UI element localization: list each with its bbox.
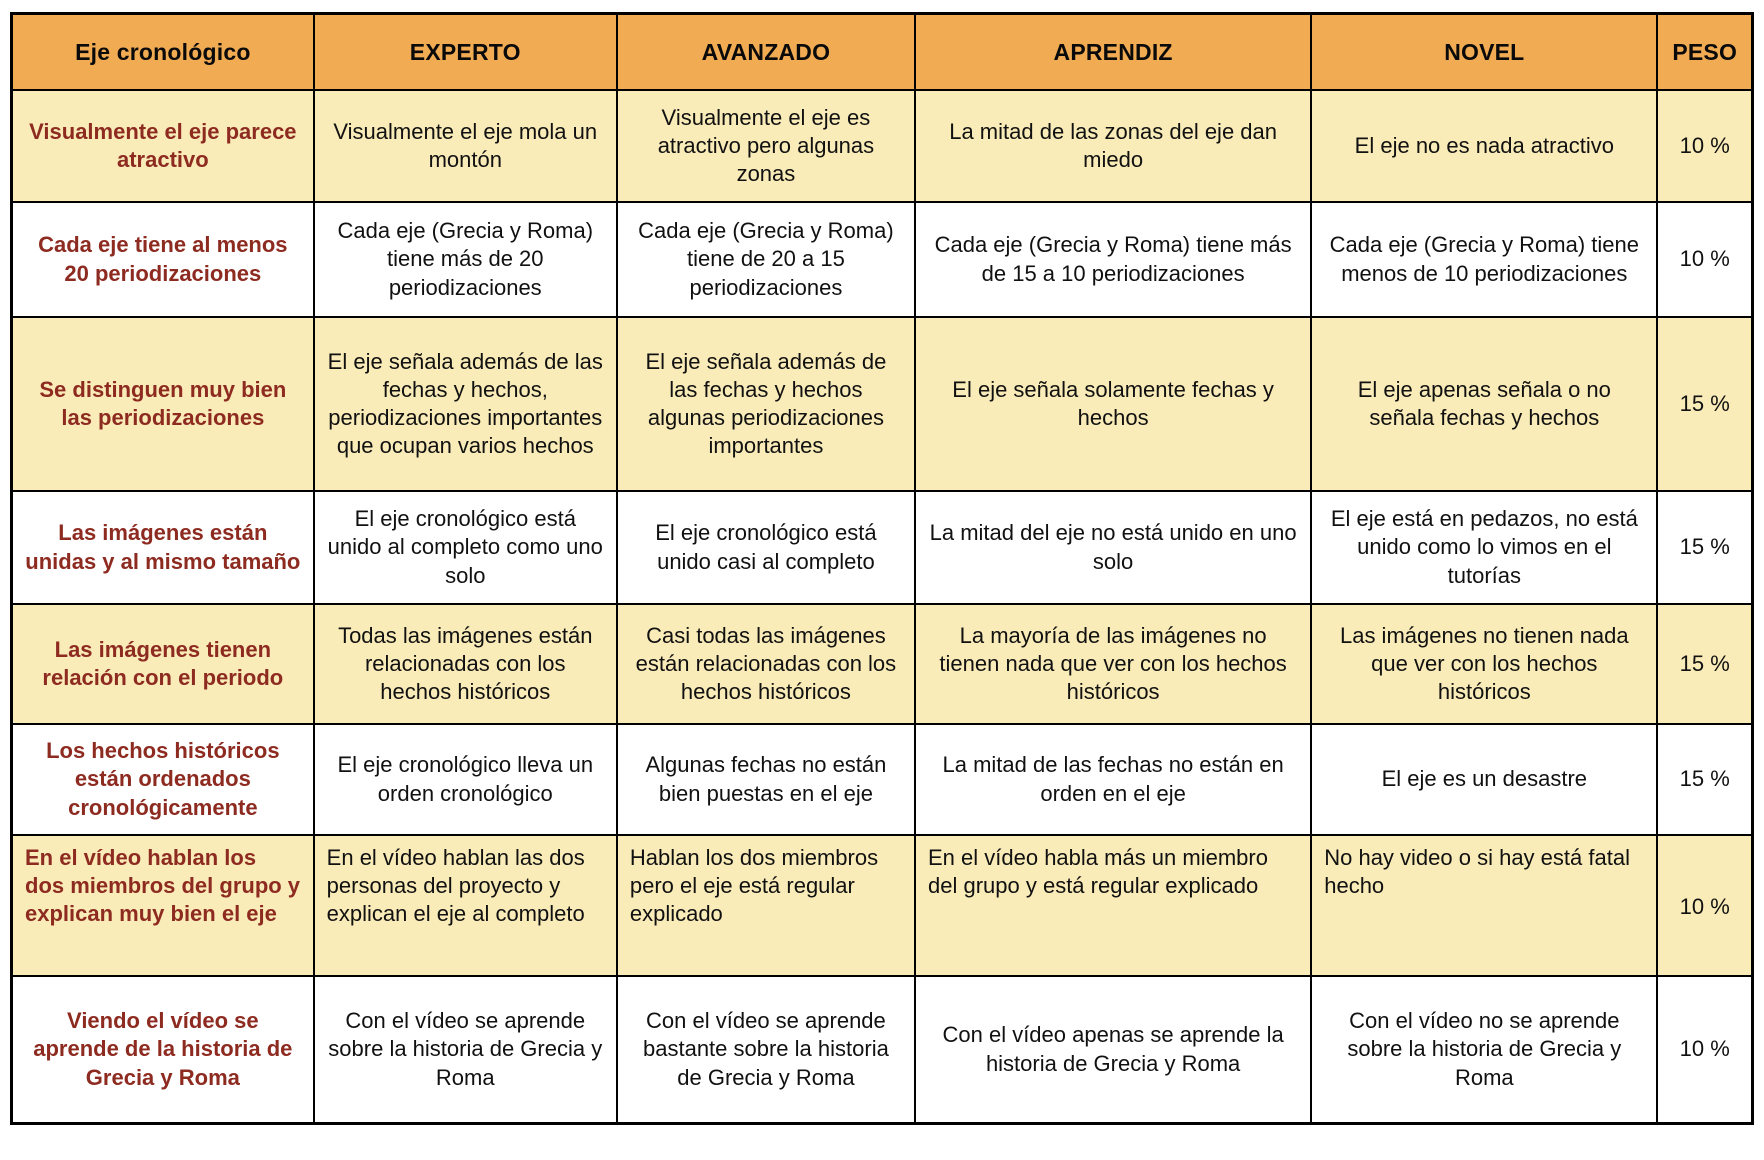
criterion-cell: Cada eje tiene al menos 20 periodizaciones (12, 202, 314, 317)
header-cell-experto: EXPERTO (314, 14, 617, 91)
peso-cell: 10 % (1657, 202, 1752, 317)
peso-cell: 15 % (1657, 604, 1752, 724)
avanzado-cell: Cada eje (Grecia y Roma) tiene de 20 a 15 periodizaciones (617, 202, 915, 317)
aprendiz-cell: La mitad de las fechas no están en orden en el eje (915, 724, 1311, 835)
avanzado-cell: Con el vídeo se aprende bastante sobre la historia de Grecia y Roma (617, 976, 915, 1124)
peso-cell: 15 % (1657, 491, 1752, 604)
rubric-row (12, 835, 1753, 976)
criterion-cell: Viendo el vídeo se aprende de la historia de Grecia y Roma (12, 976, 314, 1124)
rubric-row (12, 90, 1753, 202)
criterion-cell: Las imágenes tienen relación con el periodo (12, 604, 314, 724)
rubric-table (10, 12, 1754, 1125)
experto-cell: El eje cronológico está unido al completo como uno solo (314, 491, 617, 604)
experto-cell: El eje señala además de las fechas y hechos, periodizaciones importantes que ocupan varios hechos (314, 317, 617, 491)
novel-cell: El eje no es nada atractivo (1311, 90, 1657, 202)
aprendiz-cell: La mitad del eje no está unido en uno solo (915, 491, 1311, 604)
novel-cell: El eje es un desastre (1311, 724, 1657, 835)
rubric-row (12, 202, 1753, 317)
rubric-row (12, 976, 1753, 1124)
header-cell-avanzado: AVANZADO (617, 14, 915, 91)
rubric-row (12, 491, 1753, 604)
rubric-row (12, 604, 1753, 724)
peso-cell: 15 % (1657, 724, 1752, 835)
avanzado-cell: Visualmente el eje es atractivo pero algunas zonas (617, 90, 915, 202)
peso-cell: 10 % (1657, 90, 1752, 202)
header-cell-novel: NOVEL (1311, 14, 1657, 91)
novel-cell: El eje apenas señala o no señala fechas y hechos (1311, 317, 1657, 491)
experto-cell: Con el vídeo se aprende sobre la historia de Grecia y Roma (314, 976, 617, 1124)
peso-cell: 15 % (1657, 317, 1752, 491)
header-cell-eje-cronologico: Eje cronológico (12, 14, 314, 91)
rubric-row (12, 317, 1753, 491)
experto-cell: Cada eje (Grecia y Roma) tiene más de 20 periodizaciones (314, 202, 617, 317)
header-cell-aprendiz: APRENDIZ (915, 14, 1311, 91)
novel-cell: Cada eje (Grecia y Roma) tiene menos de 10 periodizaciones (1311, 202, 1657, 317)
aprendiz-cell: Con el vídeo apenas se aprende la historia de Grecia y Roma (915, 976, 1311, 1124)
experto-cell: En el vídeo hablan las dos personas del proyecto y explican el eje al completo (314, 835, 617, 976)
avanzado-cell: Casi todas las imágenes están relacionadas con los hechos históricos (617, 604, 915, 724)
criterion-cell: Los hechos históricos están ordenados cronológicamente (12, 724, 314, 835)
peso-cell: 10 % (1657, 835, 1752, 976)
avanzado-cell: El eje cronológico está unido casi al completo (617, 491, 915, 604)
criterion-cell: Las imágenes están unidas y al mismo tamaño (12, 491, 314, 604)
criterion-cell: Visualmente el eje parece atractivo (12, 90, 314, 202)
novel-cell: No hay video o si hay está fatal hecho (1311, 835, 1657, 976)
rubric-row (12, 724, 1753, 835)
criterion-cell: En el vídeo hablan los dos miembros del grupo y explican muy bien el eje (12, 835, 314, 976)
aprendiz-cell: Cada eje (Grecia y Roma) tiene más de 15 a 10 periodizaciones (915, 202, 1311, 317)
avanzado-cell: Hablan los dos miembros pero el eje está regular explicado (617, 835, 915, 976)
aprendiz-cell: En el vídeo habla más un miembro del grupo y está regular explicado (915, 835, 1311, 976)
peso-cell: 10 % (1657, 976, 1752, 1124)
aprendiz-cell: La mitad de las zonas del eje dan miedo (915, 90, 1311, 202)
novel-cell: El eje está en pedazos, no está unido como lo vimos en el tutorías (1311, 491, 1657, 604)
avanzado-cell: Algunas fechas no están bien puestas en el eje (617, 724, 915, 835)
aprendiz-cell: La mayoría de las imágenes no tienen nada que ver con los hechos históricos (915, 604, 1311, 724)
experto-cell: El eje cronológico lleva un orden cronológico (314, 724, 617, 835)
header-row (12, 14, 1753, 91)
novel-cell: Las imágenes no tienen nada que ver con los hechos históricos (1311, 604, 1657, 724)
header-cell-peso: PESO (1657, 14, 1752, 91)
experto-cell: Todas las imágenes están relacionadas con los hechos históricos (314, 604, 617, 724)
criterion-cell: Se distinguen muy bien las periodizaciones (12, 317, 314, 491)
experto-cell: Visualmente el eje mola un montón (314, 90, 617, 202)
avanzado-cell: El eje señala además de las fechas y hechos algunas periodizaciones importantes (617, 317, 915, 491)
aprendiz-cell: El eje señala solamente fechas y hechos (915, 317, 1311, 491)
novel-cell: Con el vídeo no se aprende sobre la historia de Grecia y Roma (1311, 976, 1657, 1124)
